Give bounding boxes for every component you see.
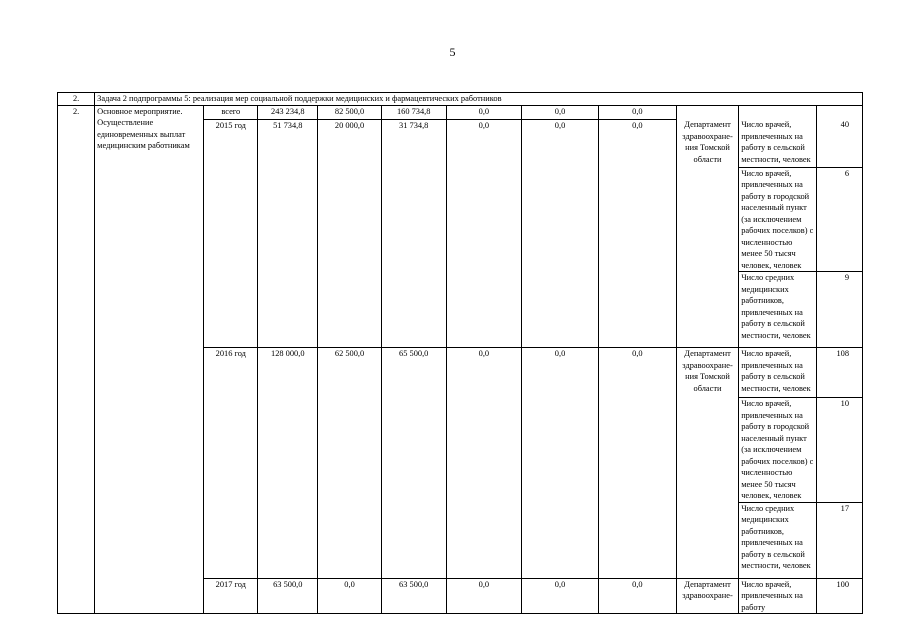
- executor: Департамент здравоохране-ния Томской области: [676, 119, 738, 348]
- total-value: 82 500,0: [318, 105, 382, 119]
- total-indicator-value-cell: [817, 105, 863, 119]
- year-value: 0,0: [522, 348, 599, 579]
- total-value: 160 734,8: [381, 105, 446, 119]
- year-value: 31 734,8: [381, 119, 446, 348]
- indicator-value: 40: [817, 119, 863, 167]
- year-value: 0,0: [598, 348, 676, 579]
- year-value: 0,0: [318, 578, 382, 614]
- indicator-value: 100: [817, 578, 863, 614]
- year-value: 128 000,0: [258, 348, 318, 579]
- year-value: 0,0: [446, 348, 522, 579]
- activity-number: 2.: [58, 105, 95, 614]
- executor: Департамент здравоохране-ния Томской области: [676, 348, 738, 579]
- total-value: 0,0: [522, 105, 599, 119]
- indicator-value: 6: [817, 167, 863, 272]
- indicator-value: 10: [817, 398, 863, 503]
- year-value: 0,0: [446, 578, 522, 614]
- total-label: всего: [204, 105, 258, 119]
- year-value: 0,0: [522, 119, 599, 348]
- indicator-value: 9: [817, 272, 863, 348]
- year-value: 0,0: [598, 119, 676, 348]
- indicator-name: Число врачей, привлеченных на работу в городской населенный пункт (за исключением рабочих поселков) с численностью менее 50 тысяч человек, человек: [739, 398, 817, 503]
- year-value: 20 000,0: [318, 119, 382, 348]
- task-title: Задача 2 подпрограммы 5: реализация мер социальной поддержки медицинских и фармацевтических работников: [95, 93, 863, 106]
- year-value: 63 500,0: [258, 578, 318, 614]
- total-row: [58, 105, 863, 119]
- year-value: 63 500,0: [381, 578, 446, 614]
- total-value: 243 234,8: [258, 105, 318, 119]
- indicator-name: Число врачей, привлеченных на работу в сельской местности, человек: [739, 348, 817, 398]
- year-value: 51 734,8: [258, 119, 318, 348]
- indicator-value: 108: [817, 348, 863, 398]
- executor: Департамент здравоохране-: [676, 578, 738, 614]
- year-value: 0,0: [522, 578, 599, 614]
- indicator-name: Число врачей, привлеченных на работу в сельской местности, человек: [739, 119, 817, 167]
- indicator-name: Число средних медицинских работников, привлеченных на работу в сельской местности, человек: [739, 502, 817, 578]
- year-period: 2017 год: [204, 578, 258, 614]
- task-number: 2.: [58, 93, 95, 106]
- year-period: 2016 год: [204, 348, 258, 579]
- indicator-value: 17: [817, 502, 863, 578]
- total-value: 0,0: [598, 105, 676, 119]
- year-value: 65 500,0: [381, 348, 446, 579]
- year-period: 2015 год: [204, 119, 258, 348]
- program-table: [57, 92, 863, 614]
- total-executor-cell: [676, 105, 738, 119]
- year-value: 0,0: [446, 119, 522, 348]
- indicator-name: Число врачей, привлеченных на работу в городской населенный пункт (за исключением рабочих поселков) с численностью менее 50 тысяч человек, человек: [739, 167, 817, 272]
- page-number: 5: [449, 45, 456, 59]
- activity-name: Основное мероприятие. Осуществление единовременных выплат медицинским работникам: [95, 105, 204, 614]
- indicator-name: Число врачей, привлеченных на работу: [739, 578, 817, 614]
- year-value: 62 500,0: [318, 348, 382, 579]
- year-value: 0,0: [598, 578, 676, 614]
- indicator-name: Число средних медицинских работников, привлеченных на работу в сельской местности, человек: [739, 272, 817, 348]
- task-row: [58, 93, 863, 106]
- total-value: 0,0: [446, 105, 522, 119]
- total-indicator-cell: [739, 105, 817, 119]
